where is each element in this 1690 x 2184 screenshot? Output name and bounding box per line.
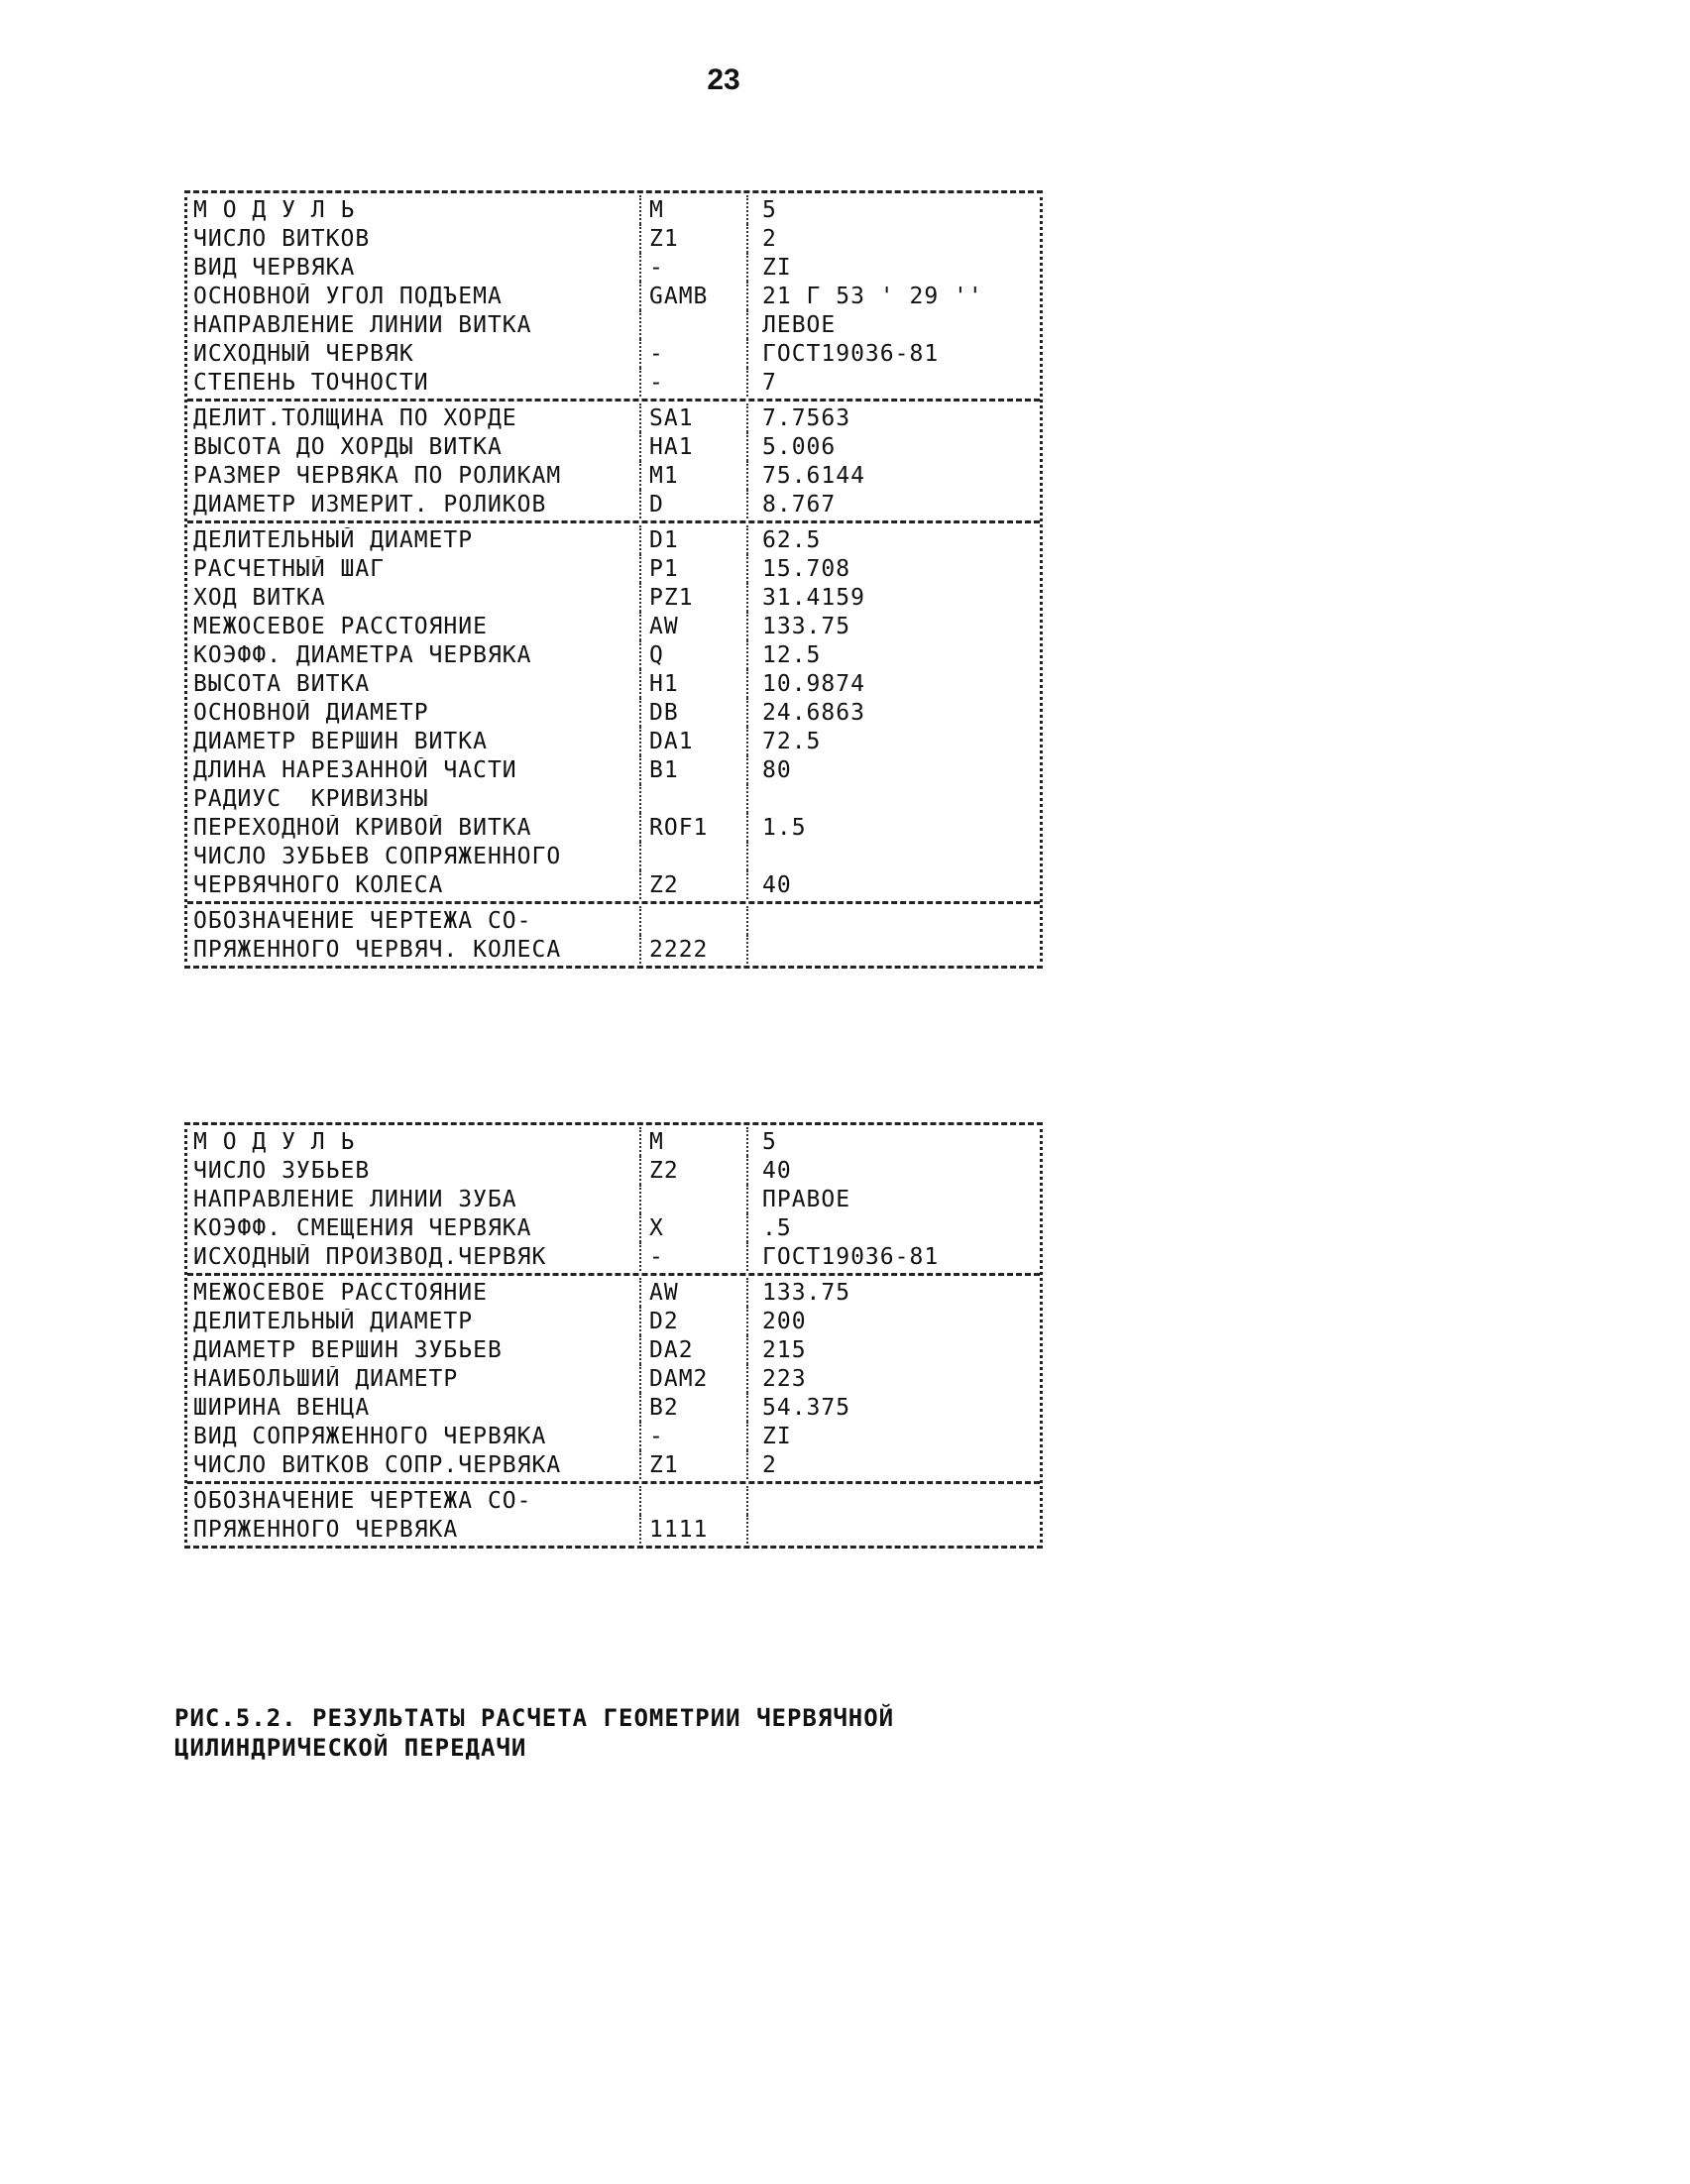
parameter-symbol: HA1 — [639, 432, 746, 461]
parameter-symbol: D2 — [639, 1307, 746, 1335]
table-row — [187, 640, 1040, 669]
parameter-name: ОБОЗНАЧЕНИЕ ЧЕРТЕЖА СО- — [193, 907, 532, 934]
parameter-value: 200 — [746, 1307, 1040, 1335]
parameter-name: ЧИСЛО ЗУБЬЕВ — [193, 1157, 371, 1184]
parameter-symbol: AW — [639, 612, 746, 640]
parameter-name: ЧИСЛО ВИТКОВ — [193, 225, 371, 252]
table-row — [187, 784, 1040, 813]
table-row — [187, 224, 1040, 253]
parameter-value: 7.7563 — [746, 403, 1040, 432]
table-row — [187, 906, 1040, 935]
table-row — [187, 698, 1040, 727]
table-section — [187, 1273, 1040, 1481]
table-row — [187, 490, 1040, 518]
parameter-value: 15.708 — [746, 554, 1040, 583]
page-number: 23 — [707, 63, 740, 96]
table-row — [187, 368, 1040, 397]
parameter-symbol: X — [639, 1213, 746, 1242]
table-row — [187, 669, 1040, 698]
parameter-name: ПРЯЖЕННОГО ЧЕРВЯКА — [193, 1516, 459, 1543]
parameter-symbol: M — [639, 195, 746, 224]
parameter-symbol: Z1 — [639, 224, 746, 253]
table-row — [187, 813, 1040, 842]
table-row — [187, 1486, 1040, 1515]
parameter-value: 133.75 — [746, 612, 1040, 640]
parameter-symbol: - — [639, 253, 746, 282]
table-row — [187, 1422, 1040, 1450]
parameter-symbol — [639, 310, 746, 339]
parameter-name: ПРЯЖЕННОГО ЧЕРВЯЧ. КОЛЕСА — [193, 936, 562, 963]
table-row — [187, 1278, 1040, 1307]
parameter-value: 31.4159 — [746, 583, 1040, 612]
parameter-value: 5 — [746, 195, 1040, 224]
parameter-value: 5.006 — [746, 432, 1040, 461]
parameter-name: СТЕПЕНЬ ТОЧНОСТИ — [193, 369, 429, 396]
table-row — [187, 1213, 1040, 1242]
parameter-value — [746, 842, 1040, 870]
parameter-name: ДЕЛИТЕЛЬНЫЙ ДИАМЕТР — [193, 526, 474, 553]
table-row — [187, 1364, 1040, 1393]
table-section — [187, 1125, 1040, 1273]
parameter-value — [746, 784, 1040, 813]
parameter-name: ДИАМЕТР ИЗМЕРИТ. РОЛИКОВ — [193, 491, 547, 517]
parameter-name: ВИД ЧЕРВЯКА — [193, 254, 356, 281]
parameter-value: 54.375 — [746, 1393, 1040, 1422]
parameter-name: ОБОЗНАЧЕНИЕ ЧЕРТЕЖА СО- — [193, 1487, 532, 1514]
parameter-name: ЧИСЛО ВИТКОВ СОПР.ЧЕРВЯКА — [193, 1451, 562, 1478]
table-row — [187, 612, 1040, 640]
parameter-symbol: H1 — [639, 669, 746, 698]
parameter-name: НАПРАВЛЕНИЕ ЛИНИИ ЗУБА — [193, 1186, 517, 1212]
parameter-value: ГОСТ19036-81 — [746, 339, 1040, 368]
parameter-name: МЕЖОСЕВОЕ РАССТОЯНИЕ — [193, 1279, 488, 1306]
parameter-symbol: SA1 — [639, 403, 746, 432]
parameter-value: 24.6863 — [746, 698, 1040, 727]
parameter-symbol: - — [639, 339, 746, 368]
parameter-symbol: D — [639, 490, 746, 518]
parameter-name: МЕЖОСЕВОЕ РАССТОЯНИЕ — [193, 613, 488, 639]
parameter-symbol: P1 — [639, 554, 746, 583]
parameter-value: ПРАВОЕ — [746, 1185, 1040, 1213]
parameter-value: 80 — [746, 755, 1040, 784]
table-row — [187, 1185, 1040, 1213]
parameter-value: 75.6144 — [746, 461, 1040, 490]
parameter-symbol: Z2 — [639, 870, 746, 899]
parameter-value: 72.5 — [746, 727, 1040, 755]
parameter-value — [746, 1515, 1040, 1544]
parameter-name: ОСНОВНОЙ ДИАМЕТР — [193, 699, 429, 726]
table-row — [187, 310, 1040, 339]
parameter-value: 62.5 — [746, 525, 1040, 554]
parameter-name: ДЛИНА НАРЕЗАННОЙ ЧАСТИ — [193, 756, 517, 783]
table-section — [187, 399, 1040, 520]
parameter-name: ИСХОДНЫЙ ПРОИЗВОД.ЧЕРВЯК — [193, 1243, 547, 1270]
parameter-name: КОЭФФ. ДИАМЕТРА ЧЕРВЯКА — [193, 641, 532, 668]
table-row — [187, 870, 1040, 899]
parameter-value: 8.767 — [746, 490, 1040, 518]
parameter-value: 40 — [746, 1156, 1040, 1185]
parameter-symbol: D1 — [639, 525, 746, 554]
parameter-symbol: DA1 — [639, 727, 746, 755]
parameter-name: НАПРАВЛЕНИЕ ЛИНИИ ВИТКА — [193, 311, 532, 338]
parameter-value: 1.5 — [746, 813, 1040, 842]
worm-parameters-table — [184, 190, 1043, 969]
parameter-name: ЧЕРВЯЧНОГО КОЛЕСА — [193, 871, 444, 898]
parameter-value: 7 — [746, 368, 1040, 397]
parameter-name: ХОД ВИТКА — [193, 584, 326, 611]
parameter-symbol: M1 — [639, 461, 746, 490]
table-row — [187, 842, 1040, 870]
parameter-name: ДИАМЕТР ВЕРШИН ВИТКА — [193, 728, 488, 754]
table-section — [187, 520, 1040, 901]
parameter-symbol — [639, 784, 746, 813]
parameter-symbol: AW — [639, 1278, 746, 1307]
parameter-name: РАСЧЕТНЫЙ ШАГ — [193, 555, 386, 582]
parameter-name: ЧИСЛО ЗУБЬЕВ СОПРЯЖЕННОГО — [193, 843, 562, 869]
table-row — [187, 403, 1040, 432]
parameter-symbol — [639, 842, 746, 870]
parameter-name: М О Д У Л Ь — [193, 196, 356, 223]
figure-caption — [174, 1703, 1067, 1763]
table-section — [187, 1481, 1040, 1546]
parameter-symbol: M — [639, 1127, 746, 1156]
parameter-value — [746, 935, 1040, 964]
parameter-value: 2 — [746, 224, 1040, 253]
parameter-name: КОЭФФ. СМЕЩЕНИЯ ЧЕРВЯКА — [193, 1214, 532, 1241]
parameter-name: НАИБОЛЬШИЙ ДИАМЕТР — [193, 1365, 459, 1392]
parameter-symbol — [639, 1185, 746, 1213]
parameter-symbol: - — [639, 368, 746, 397]
table-row — [187, 432, 1040, 461]
parameter-value: 12.5 — [746, 640, 1040, 669]
parameter-value: 40 — [746, 870, 1040, 899]
parameter-symbol: DA2 — [639, 1335, 746, 1364]
parameter-value — [746, 1486, 1040, 1515]
parameter-symbol: DB — [639, 698, 746, 727]
parameter-name: ВИД СОПРЯЖЕННОГО ЧЕРВЯКА — [193, 1423, 547, 1449]
parameter-value: ZI — [746, 1422, 1040, 1450]
parameter-symbol: - — [639, 1422, 746, 1450]
table-row — [187, 253, 1040, 282]
parameter-symbol — [639, 1486, 746, 1515]
table-row — [187, 755, 1040, 784]
table-row — [187, 1450, 1040, 1479]
parameter-value: ГОСТ19036-81 — [746, 1242, 1040, 1271]
table-row — [187, 935, 1040, 964]
parameter-symbol: Q — [639, 640, 746, 669]
parameter-name: ВЫСОТА ДО ХОРДЫ ВИТКА — [193, 433, 503, 460]
parameter-symbol: ROF1 — [639, 813, 746, 842]
table-section — [187, 193, 1040, 399]
parameter-value: 133.75 — [746, 1278, 1040, 1307]
parameter-symbol: DAM2 — [639, 1364, 746, 1393]
worm-wheel-parameters-table — [184, 1122, 1043, 1549]
table-row — [187, 1127, 1040, 1156]
parameter-name: РАДИУС КРИВИЗНЫ — [193, 785, 429, 812]
table-row — [187, 282, 1040, 310]
parameter-symbol: - — [639, 1242, 746, 1271]
caption-line-2: ЦИЛИНДРИЧЕСКОЙ ПЕРЕДАЧИ — [174, 1734, 527, 1762]
table-row — [187, 339, 1040, 368]
parameter-name: ШИРИНА ВЕНЦА — [193, 1394, 371, 1421]
table-row — [187, 554, 1040, 583]
parameter-value: 223 — [746, 1364, 1040, 1393]
parameter-value: ZI — [746, 253, 1040, 282]
table-row — [187, 461, 1040, 490]
caption-line-1: РИС.5.2. РЕЗУЛЬТАТЫ РАСЧЕТА ГЕОМЕТРИИ ЧЕРВЯЧНОЙ — [174, 1704, 895, 1732]
parameter-name: ДИАМЕТР ВЕРШИН ЗУБЬЕВ — [193, 1336, 503, 1363]
parameter-value: .5 — [746, 1213, 1040, 1242]
parameter-value: ЛЕВОЕ — [746, 310, 1040, 339]
table-row — [187, 1307, 1040, 1335]
parameter-name: ОСНОВНОЙ УГОЛ ПОДЪЕМА — [193, 283, 503, 309]
parameter-value: 10.9874 — [746, 669, 1040, 698]
table-row — [187, 583, 1040, 612]
table-row — [187, 1242, 1040, 1271]
parameter-symbol: 2222 — [639, 935, 746, 964]
table-row — [187, 727, 1040, 755]
table-row — [187, 1335, 1040, 1364]
parameter-symbol — [639, 906, 746, 935]
parameter-value: 215 — [746, 1335, 1040, 1364]
parameter-value — [746, 906, 1040, 935]
table-section — [187, 901, 1040, 966]
parameter-value: 5 — [746, 1127, 1040, 1156]
parameter-name: ДЕЛИТЕЛЬНЫЙ ДИАМЕТР — [193, 1308, 474, 1334]
parameter-name: М О Д У Л Ь — [193, 1128, 356, 1155]
parameter-name: ДЕЛИТ.ТОЛЩИНА ПО ХОРДЕ — [193, 404, 517, 431]
parameter-symbol: GAMB — [639, 282, 746, 310]
parameter-symbol: 1111 — [639, 1515, 746, 1544]
parameter-value: 2 — [746, 1450, 1040, 1479]
parameter-name: ВЫСОТА ВИТКА — [193, 670, 371, 697]
table-row — [187, 1515, 1040, 1544]
table-row — [187, 525, 1040, 554]
parameter-symbol: Z2 — [639, 1156, 746, 1185]
parameter-name: РАЗМЕР ЧЕРВЯКА ПО РОЛИКАМ — [193, 462, 562, 489]
table-row — [187, 1393, 1040, 1422]
parameter-value: 21 Г 53 ' 29 '' — [746, 282, 1040, 310]
table-row — [187, 1156, 1040, 1185]
parameter-name: ИСХОДНЫЙ ЧЕРВЯК — [193, 340, 414, 367]
parameter-symbol: Z1 — [639, 1450, 746, 1479]
parameter-name: ПЕРЕХОДНОЙ КРИВОЙ ВИТКА — [193, 814, 532, 841]
table-row — [187, 195, 1040, 224]
parameter-symbol: B2 — [639, 1393, 746, 1422]
parameter-symbol: PZ1 — [639, 583, 746, 612]
parameter-symbol: B1 — [639, 755, 746, 784]
